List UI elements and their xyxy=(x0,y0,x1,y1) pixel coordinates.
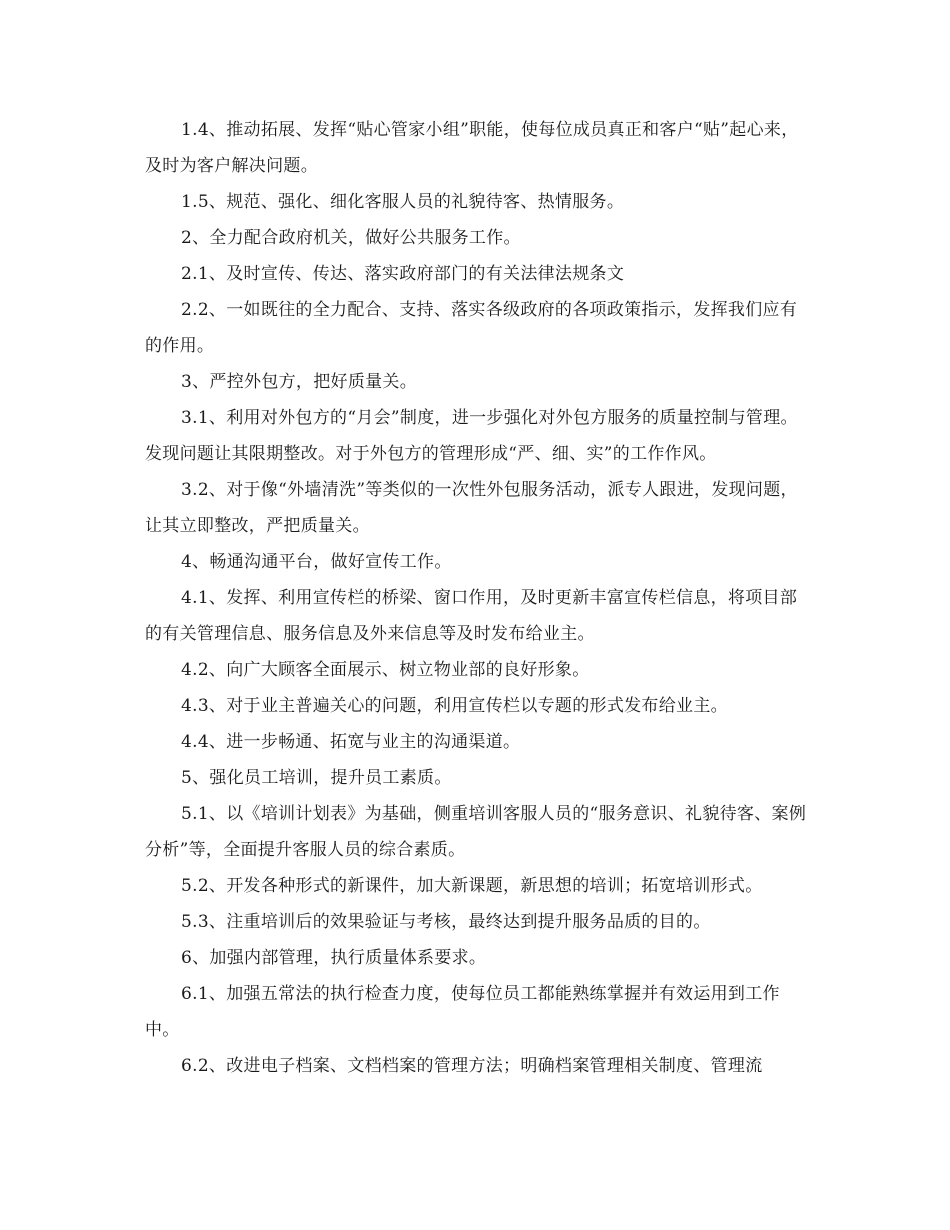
paragraph-3-2: 3.2、对于像“外墙清洗”等类似的一次性外包服务活动，派专人跟进，发现问题，让其立即整改，严把质量关。 xyxy=(145,480,798,536)
document-body xyxy=(145,112,807,1084)
paragraph-1-5: 1.5、规范、强化、细化客服人员的礼貌待客、热情服务。 xyxy=(181,192,625,212)
paragraph-4-4: 4.4、进一步畅通、拓宽与业主的沟通渠道。 xyxy=(181,732,521,752)
paragraph-2-1: 2.1、及时宣传、传达、落实政府部门的有关法律法规条文 xyxy=(181,264,625,284)
paragraph-6-1: 6.1、加强五常法的执行检查力度，使每位员工都能熟练掌握并有效运用到工作中。 xyxy=(145,984,780,1040)
paragraph-4-1: 4.1、发挥、利用宣传栏的桥梁、窗口作用，及时更新丰富宣传栏信息，将项目部的有关管理信息、服务信息及外来信息等及时发布给业主。 xyxy=(145,588,798,644)
paragraph-5-3: 5.3、注重培训后的效果验证与考核，最终达到提升服务品质的目的。 xyxy=(181,912,711,932)
paragraph-4-3: 4.3、对于业主普遍关心的问题，利用宣传栏以专题的形式发布给业主。 xyxy=(181,696,728,716)
paragraph-6-2: 6.2、改进电子档案、文档档案的管理方法；明确档案管理相关制度、管理流 xyxy=(181,1056,763,1076)
paragraph-4-2: 4.2、向广大顾客全面展示、树立物业部的良好形象。 xyxy=(181,660,590,680)
section-heading-2: 2、全力配合政府机关，做好公共服务工作。 xyxy=(181,228,521,248)
section-heading-6: 6、加强内部管理，执行质量体系要求。 xyxy=(181,948,487,968)
paragraph-5-2: 5.2、开发各种形式的新课件，加大新课题，新思想的培训；拓宽培训形式。 xyxy=(181,876,763,896)
paragraph-1-4: 1.4、推动拓展、发挥“贴心管家小组”职能，使每位成员真正和客户“贴”起心来，及时为客户解决问题。 xyxy=(145,120,799,176)
paragraph-3-1: 3.1、利用对外包方的“月会”制度，进一步强化对外包方服务的质量控制与管理。发现问题让其限期整改。对于外包方的管理形成“严、细、实”的工作作风。 xyxy=(145,408,798,464)
section-heading-5: 5、强化员工培训，提升员工素质。 xyxy=(181,768,452,788)
section-heading-4: 4、畅通沟通平台，做好宣传工作。 xyxy=(181,552,452,572)
paragraph-5-1: 5.1、以《培训计划表》为基础，侧重培训客服人员的“服务意识、礼貌待客、案例分析”等，全面提升客服人员的综合素质。 xyxy=(145,804,807,860)
paragraph-2-2: 2.2、一如既往的全力配合、支持、落实各级政府的各项政策指示，发挥我们应有的作用。 xyxy=(145,300,798,356)
section-heading-3: 3、严控外包方，把好质量关。 xyxy=(181,372,418,392)
